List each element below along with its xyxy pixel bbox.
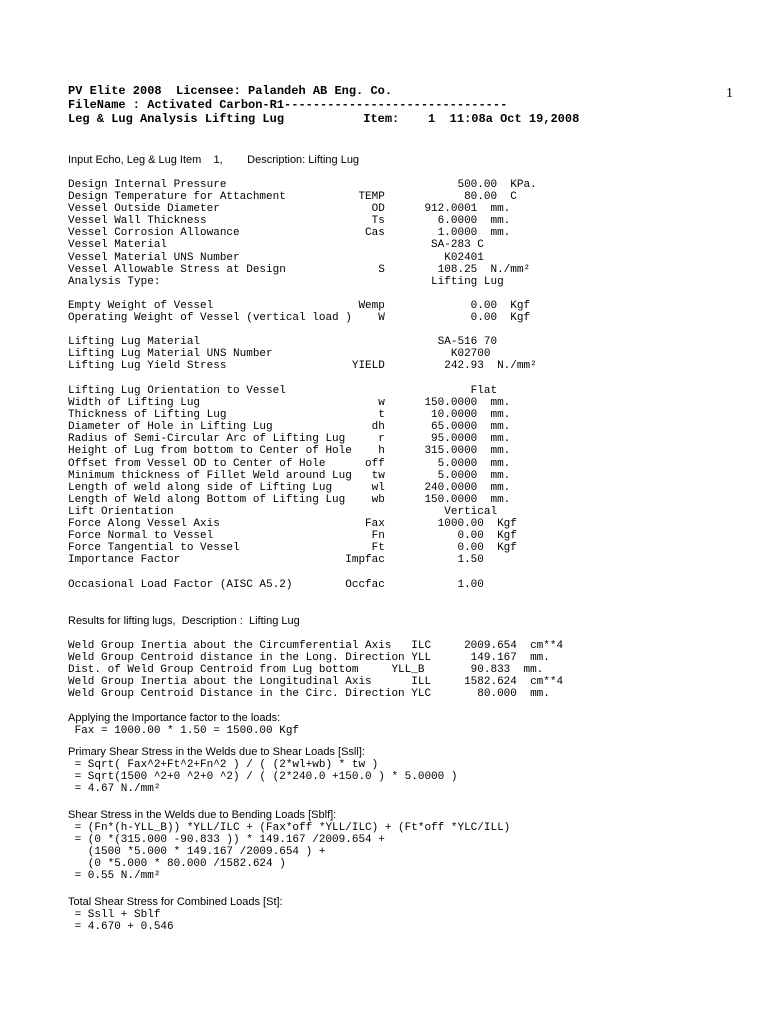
primary-shear-heading: Primary Shear Stress in the Welds due to Shear Loads [Ssll]: <box>68 746 365 758</box>
header-licensee-line: PV Elite 2008 Licensee: Palandeh AB Eng. Co. <box>68 84 393 98</box>
input-echo-vessel-params: Design Internal Pressure 500.00 KPa. Design Temperature for Attachment TEMP 80.00 C Vessel Outside Diameter OD 912.0001 mm. Vessel Wall Thickness Ts 6.0000 mm. Vessel Corrosion Allowance Cas 1.0000 mm. Vessel Material SA-283 C Vessel Material UNS Number K02401 Vessel Allowable Stress at Design S 108.25 N./mm² Analysis Type: Lifting Lug <box>68 179 537 288</box>
importance-factor-heading: Applying the Importance factor to the loads: <box>68 712 281 724</box>
header-analysis-line: Leg & Lug Analysis Lifting Lug Item: 1 11:08a Oct 19,2008 <box>68 112 580 126</box>
input-echo-occasional-factor: Occasional Load Factor (AISC A5.2) Occfac 1.00 <box>68 579 484 591</box>
importance-factor-calc: Fax = 1000.00 * 1.50 = 1500.00 Kgf <box>68 725 300 737</box>
input-echo-lug-material: Lifting Lug Material SA-516 70 Lifting Lug Material UNS Number K02700 Lifting Lug Yield Stress YIELD 242.93 N./mm² <box>68 336 537 373</box>
header-filename-line: FileName : Activated Carbon-R1------------------------------- <box>68 98 508 112</box>
bending-shear-heading: Shear Stress in the Welds due to Bending Loads [Sblf]: <box>68 809 337 821</box>
results-heading: Results for lifting lugs, Description : Lifting Lug <box>68 615 300 627</box>
input-echo-vessel-weights: Empty Weight of Vessel Wemp 0.00 Kgf Operating Weight of Vessel (vertical load ) W 0.00 Kgf <box>68 300 531 325</box>
page-number: 1 <box>726 86 733 101</box>
total-shear-heading: Total Shear Stress for Combined Loads [St]: <box>68 896 283 908</box>
input-echo-heading: Input Echo, Leg & Lug Item 1, Description: Lifting Lug <box>68 154 360 166</box>
total-shear-calc: = Ssll + Sblf = 4.670 + 0.546 <box>74 909 174 934</box>
input-echo-lug-geometry: Lifting Lug Orientation to Vessel Flat Width of Lifting Lug w 150.0000 mm. Thickness of Lifting Lug t 10.0000 mm. Diameter of Hole in Lifting Lug dh 65.0000 mm. Radius of Semi-Circular Arc of Lifting Lug r 95.0000 mm. Height of Lug from bottom to Center of Hole h 315.0000 mm. Offset from Vessel OD to Center of Hole off 5.0000 mm. Minimum thickness of Fillet Weld around Lug tw 5.0000 mm. Length of weld along side of Lifting Lug wl 240.0000 mm. Length of Weld along Bottom of Lifting Lug wb 150.0000 mm. Lift Orientation Vertical Force Along Vessel Axis Fax 1000.00 Kgf Force Normal to Vessel Fn 0.00 Kgf Force Tangential to Vessel Ft 0.00 Kgf Importance Factor Impfac 1.50 <box>68 385 517 567</box>
bending-shear-calc: = (Fn*(h-YLL_B)) *YLL/ILC + (Fax*off *YLL/ILC) + (Ft*off *YLC/ILL) = (0 *(315.000 -90.833 )) * 149.167 /2009.654 + (1500 *5.000 * 149.167 /2009.654 ) + (0 *5.000 * 80.000 /1582.624 ) = 0.55 N./mm² <box>74 822 511 883</box>
primary-shear-calc: = Sqrt( Fax^2+Ft^2+Fn^2 ) / ( (2*wl+wb) * tw ) = Sqrt(1500 ^2+0 ^2+0 ^2) / ( (2*240.0 +150.0 ) * 5.0000 ) = 4.67 N./mm² <box>74 759 458 796</box>
weld-group-properties: Weld Group Inertia about the Circumferential Axis ILC 2009.654 cm**4 Weld Group Centroid distance in the Long. Direction YLL 149.167 mm. Dist. of Weld Group Centroid from Lug bottom YLL_B 90.833 mm. Weld Group Inertia about the Longitudinal Axis ILL 1582.624 cm**4 Weld Group Centroid Distance in the Circ. Direction YLC 80.000 mm. <box>68 640 564 701</box>
